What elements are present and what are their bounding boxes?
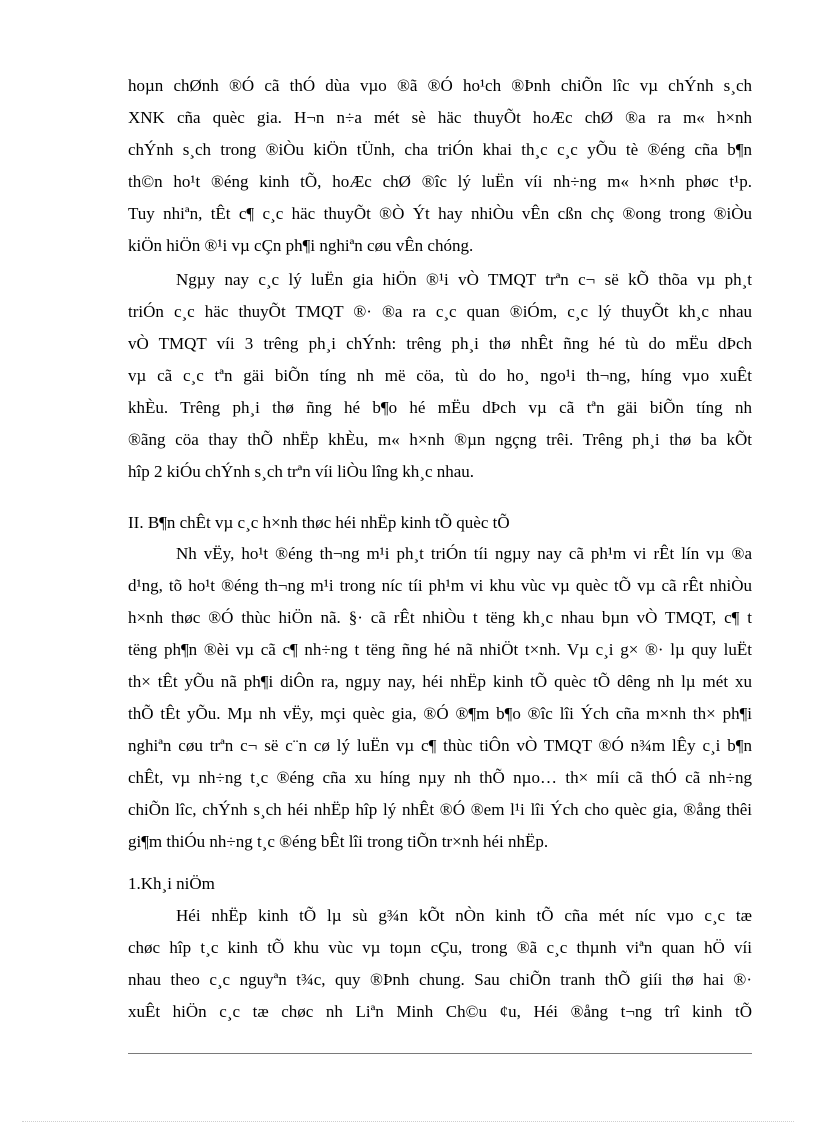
text-line: XNK cña quèc gia. H¬n n÷a mét sè häc thuyÕt hoÆc chØ ®a ra m« h×nh <box>128 108 752 127</box>
text-line: vµ cã c¸c tªn gäi biÕn tíng nh më cöa, tù do ho¸ ngo¹i th¬ng, híng vµo xuÊt <box>128 366 752 385</box>
text-line: hoµn chØnh ®Ó cã thÓ dùa vµo ®ã ®Ó ho¹ch ®Þnh chiÕn lîc vµ chÝnh s¸ch <box>128 76 752 95</box>
text-line: chÝnh s¸ch trong ®iÒu kiÖn tÜnh, cha triÓn khai th¸c c¸c yÕu tè ®éng cña b¶n <box>128 140 752 159</box>
text-line: h×nh thøc ®Ó thùc hiÖn nã. §· cã rÊt nhiÒu t tëng kh¸c nhau bµn vÒ TMQT, c¶ t <box>128 608 752 627</box>
text-line: chÊt, vµ nh÷ng t¸c ®éng cña xu híng nµy nh thÕ nµo… th× míi cã thÓ cã nh÷ng <box>128 768 752 787</box>
text-line: triÓn c¸c häc thuyÕt TMQT ®· ®a ra c¸c quan ®iÓm, c¸c lý thuyÕt kh¸c nhau <box>128 302 752 321</box>
text-line: Tuy nhiªn, tÊt c¶ c¸c häc thuyÕt ®Ò Ýt hay nhiÒu vÊn cßn chç ®ong trong ®iÒu <box>128 204 752 223</box>
paragraph-2 <box>128 264 752 488</box>
text-line: Nh vËy, ho¹t ®éng th¬ng m¹i ph¸t triÓn tíi ngµy nay cã ph¹m vi rÊt lín vµ ®a <box>176 544 752 563</box>
subheading: 1.Kh¸i niÖm <box>128 874 215 893</box>
page-edge-dotted-line <box>22 1121 794 1122</box>
text-line: gi¶m thiÓu nh÷ng t¸c ®éng bÊt lîi trong tiÕn tr×nh héi nhËp. <box>128 832 549 851</box>
text-line: tëng ph¶n ®èi vµ cã c¶ nh÷ng t tëng ñng hé nã nhiÖt t×nh. Vµ c¸i g× ®· lµ quy luËt <box>128 640 752 659</box>
text-line: th©n ho¹t ®éng kinh tÕ, hoÆc chØ ®îc lý luËn víi nh÷ng m« h×nh phøc t¹p. <box>128 172 752 191</box>
text-line: thÕ tÊt yÕu. Mµ nh vËy, mçi quèc gia, ®Ó ®¶m b¶o ®îc lîi Ých cña m×nh th× ph¶i <box>128 704 752 723</box>
text-line: th× tÊt yÕu nã ph¶i diÔn ra, ngµy nay, héi nhËp kinh tÕ quèc tÕ dêng nh lµ mét xu <box>128 672 752 691</box>
text-line: Ngµy nay c¸c lý luËn gia hiÖn ®¹i vÒ TMQT trªn c¬ së kÕ thõa vµ ph¸t <box>176 270 752 289</box>
text-line: vÒ TMQT víi 3 trêng ph¸i chÝnh: trêng ph¸i thø nhÊt ñng hé tù do mËu dÞch <box>128 334 752 353</box>
text-line: nghiªn cøu trªn c¬ së c¨n cø lý luËn vµ c¶ thùc tiÔn vÒ TMQT ®Ó n¾m lÊy c¸i b¶n <box>128 736 752 755</box>
text-line: xuÊt hiÖn c¸c tæ chøc nh Liªn Minh Ch©u ¢u, Héi ®ång t¬ng trî kinh tÕ <box>128 1002 752 1021</box>
text-line: khÈu. Trêng ph¸i thø ñng hé b¶o hé mËu dÞch vµ cã tªn gäi biÕn tíng nh <box>128 398 752 417</box>
paragraph-3 <box>128 538 752 858</box>
text-line: chiÕn lîc, chÝnh s¸ch héi nhËp hîp lý nhÊt ®Ó ®em l¹i lîi Ých cho quèc gia, ®ång thêi <box>128 800 752 819</box>
text-line: nhau theo c¸c nguyªn t¾c, quy ®Þnh chung. Sau chiÕn tranh thÕ giíi thø hai ®· <box>128 970 752 989</box>
text-line: hîp 2 kiÓu chÝnh s¸ch trªn víi liÒu lîng kh¸c nhau. <box>128 462 475 481</box>
paragraph-4 <box>128 900 752 1028</box>
text-line: ®ãng cöa thay thÕ nhËp khÈu, m« h×nh ®µn ngçng trêi. Trêng ph¸i thø ba kÕt <box>128 430 752 449</box>
paragraph-1 <box>128 70 752 262</box>
section-heading: II. B¶n chÊt vµ c¸c h×nh thøc héi nhËp kinh tÕ quèc tÕ <box>128 513 510 532</box>
text-line: chøc hîp t¸c kinh tÕ khu vùc vµ toµn cÇu, trong ®ã c¸c thµnh viªn quan hÖ víi <box>128 938 752 957</box>
footer-rule <box>128 1053 752 1054</box>
text-line: d¹ng, tõ ho¹t ®éng th¬ng m¹i trong níc tíi ph¹m vi khu vùc vµ quèc tÕ vµ cã rÊt nhiÒu <box>128 576 752 595</box>
text-line: kiÖn hiÖn ®¹i vµ cÇn ph¶i nghiªn cøu vÊn chóng. <box>128 236 474 255</box>
text-line: Héi nhËp kinh tÕ lµ sù g¾n kÕt nÒn kinh tÕ cña mét níc vµo c¸c tæ <box>176 906 752 925</box>
